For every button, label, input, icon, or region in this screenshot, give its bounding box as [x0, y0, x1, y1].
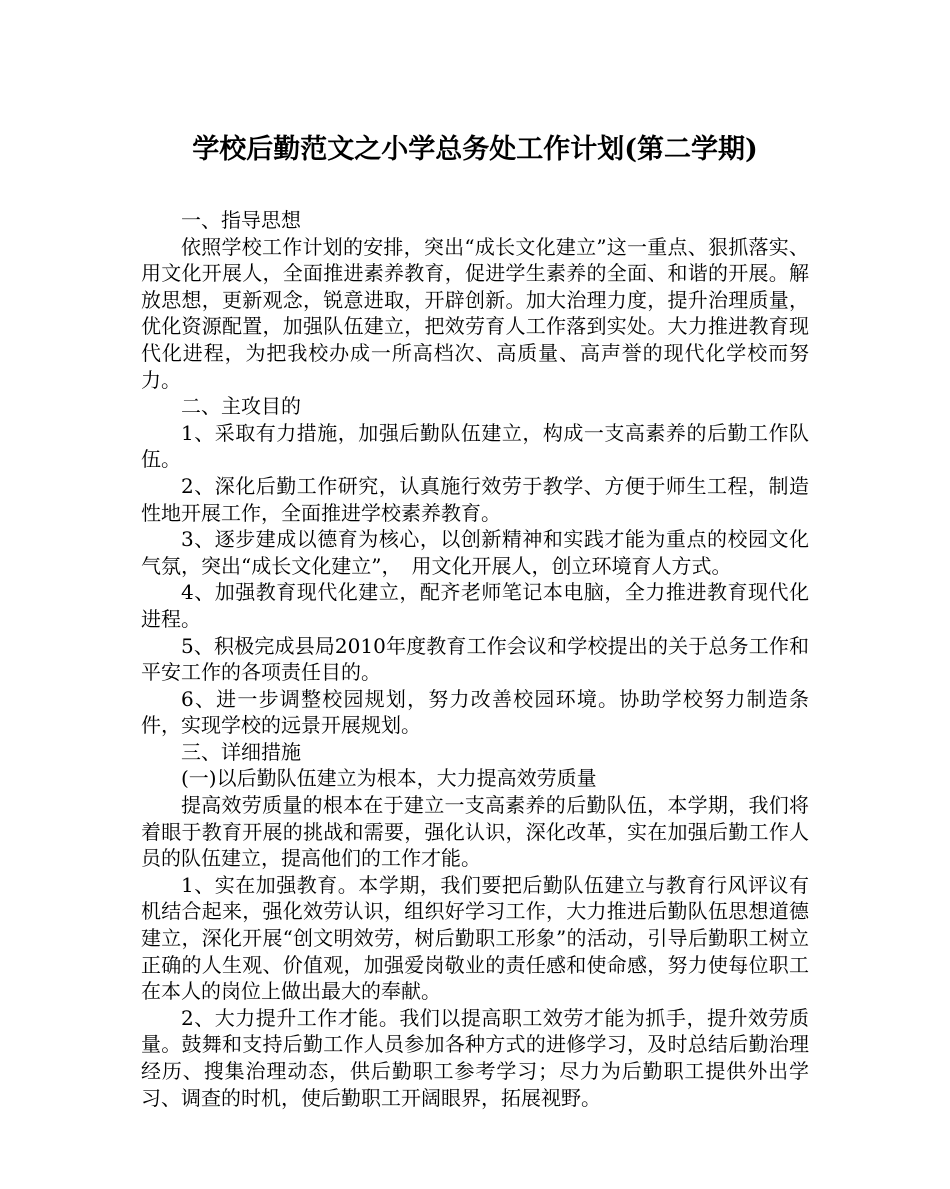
heading-detailed-measures: 三、详细措施 [181, 739, 301, 764]
paragraph: 依照学校工作计划的安排，突出“成长文化建立”这一重点、狠抓落实、用文化开展人，全面推进素养教育，促进学生素养的全面、和谐的开展。解放思想，更新观念，锐意进取，开辟创新。加大治理力度，提升治理质量，优化资源配置，加强队伍建立，把效劳育人工作落到实处。大力推进教育现代化进程，为把我校办成一所高档次、高质量、高声誉的现代化学校而努力。 [141, 234, 809, 392]
goal-item: 1、采取有力措施，加强后勤队伍建立，构成一支高素养的后勤工作队伍。 [141, 420, 809, 472]
measure-item: 1、实在加强教育。本学期，我们要把后勤队伍建立与教育行风评议有机结合起来，强化效劳认识，组织好学习工作，大力推进后勤队伍思想道德建立，深化开展“创文明效劳，树后勤职工形象”的活动，引导后勤职工树立正确的人生观、价值观，加强爱岗敬业的责任感和使命感，努力使每位职工在本人的岗位上做出最大的奉献。 [141, 872, 809, 1004]
measure-item: 2、大力提升工作才能。我们以提高职工效劳才能为抓手，提升效劳质量。鼓舞和支持后勤工作人员参加各种方式的进修学习，及时总结后勤治理经历、搜集治理动态，供后勤职工参考学习；尽力为后勤职工提供外出学习、调查的时机，使后勤职工开阔眼界，拓展视野。 [141, 1005, 809, 1110]
goal-item: 3、逐步建成以德育为核心，以创新精神和实践才能为重点的校园文化气氛，突出“成长文化建立”， 用文化开展人，创立环境育人方式。 [141, 527, 809, 578]
paragraph: 提高效劳质量的根本在于建立一支高素养的后勤队伍，本学期，我们将着眼于教育开展的挑战和需要，强化认识，深化改革，实在加强后勤工作人员的队伍建立，提高他们的工作才能。 [141, 793, 809, 871]
document-title: 学校后勤范文之小学总务处工作计划(第二学期) [192, 134, 758, 165]
subheading: (一)以后勤队伍建立为根本，大力提高效劳质量 [181, 766, 597, 791]
heading-guiding-thought: 一、指导思想 [181, 208, 301, 232]
document-body [141, 207, 809, 1111]
heading-main-goals: 二、主攻目的 [181, 394, 301, 419]
goal-item: 2、深化后勤工作研究，认真施行效劳于教学、方便于师生工程，制造性地开展工作，全面推进学校素养教育。 [141, 473, 809, 525]
goal-item: 5、积极完成县局2010年度教育工作会议和学校提出的关于总务工作和平安工作的各项责任目的。 [141, 633, 809, 685]
goal-item: 4、加强教育现代化建立，配齐老师笔记本电脑，全力推进教育现代化进程。 [141, 580, 809, 631]
goal-item: 6、进一步调整校园规划，努力改善校园环境。协助学校努力制造条件，实现学校的远景开展规划。 [141, 686, 809, 738]
